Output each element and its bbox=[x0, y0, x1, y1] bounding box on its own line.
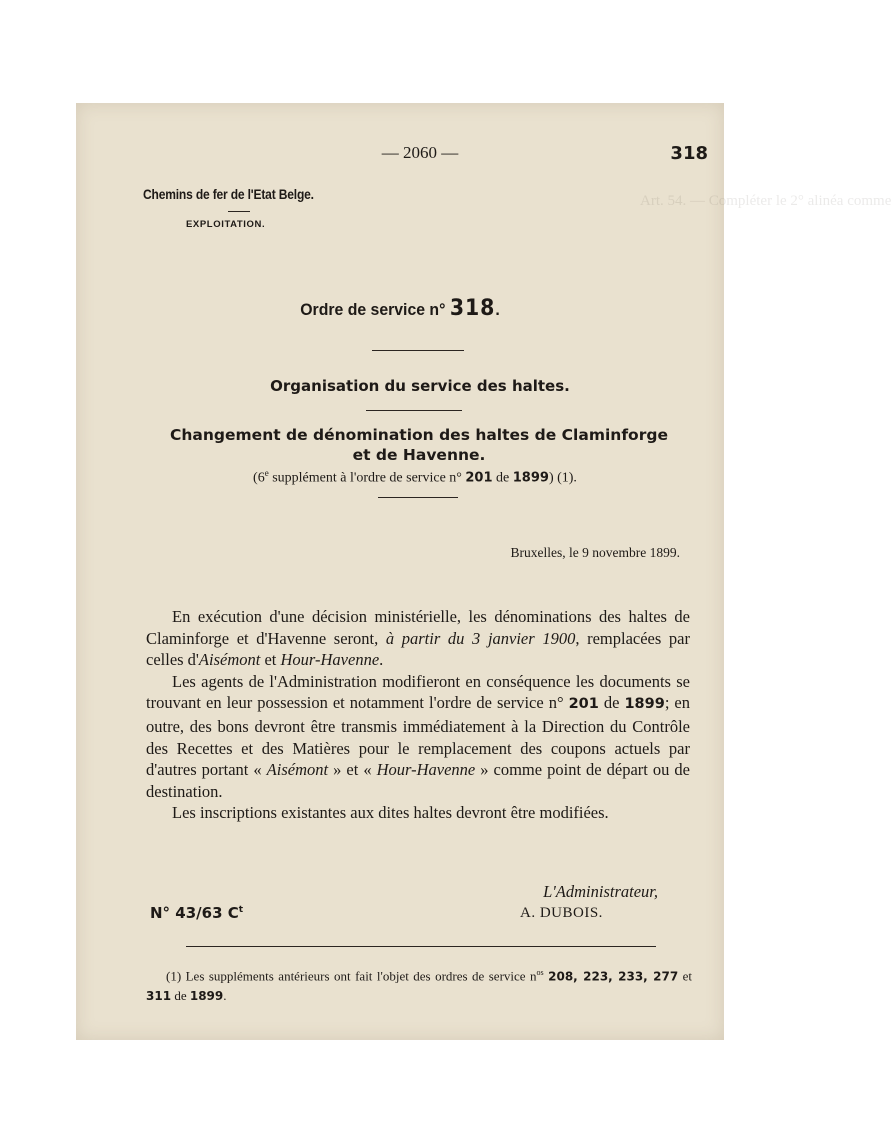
page-number: — 2060 — bbox=[381, 143, 459, 162]
change-title-line2: et de Havenne. bbox=[352, 446, 486, 464]
p1-d: . bbox=[379, 650, 384, 670]
p2-order: 201 bbox=[568, 696, 599, 713]
fn-sup: os bbox=[536, 968, 544, 977]
body-text bbox=[146, 606, 690, 824]
reference-text: N° 43/63 C bbox=[150, 904, 239, 922]
signature-title: L'Administrateur, bbox=[543, 882, 658, 901]
supplement-note bbox=[0, 468, 800, 487]
bleed-through-text: Art. 54. — Compléter le 2° alinéa comme bbox=[640, 193, 891, 209]
fn-a: (1) Les suppléments antérieurs ont fait l'objet des ordres de service n bbox=[166, 968, 537, 984]
p1-italic: à partir du 3 janvier 1900 bbox=[385, 628, 576, 648]
p2-name1: Aisémont bbox=[266, 760, 329, 780]
footnote bbox=[146, 963, 692, 1006]
divider bbox=[366, 410, 462, 411]
p2-c: » et « bbox=[328, 760, 377, 780]
p2-year: 1899 bbox=[624, 696, 665, 713]
reference-sup: t bbox=[238, 905, 244, 915]
fn-last: 311 bbox=[146, 989, 172, 1004]
railway-name: Chemins de fer de l'Etat Belge. bbox=[143, 186, 314, 202]
order-title-prefix: Ordre de service n° bbox=[300, 300, 446, 319]
fn-end: . bbox=[223, 988, 227, 1004]
p2-a: Les agents de l'Administration modifieront en conséquence les documents se trouvant en leur possession et notamment l'ordre de service n° bbox=[146, 671, 690, 713]
p1-c: et bbox=[260, 650, 281, 670]
footnote-divider bbox=[186, 946, 656, 947]
department-label: EXPLOITATION. bbox=[186, 219, 266, 230]
fn-nums: 208, 223, 233, 277 bbox=[548, 969, 679, 984]
paragraph-1 bbox=[146, 606, 690, 671]
p1-name1: Aisémont bbox=[198, 650, 261, 670]
p2-de: de bbox=[603, 693, 620, 713]
running-order-number: 318 bbox=[670, 143, 708, 164]
supp-order: 201 bbox=[465, 470, 493, 486]
divider bbox=[228, 211, 250, 212]
fn-et: et bbox=[682, 968, 693, 984]
p2-name2: Hour-Havenne bbox=[376, 760, 476, 780]
fn-de: de bbox=[174, 988, 187, 1004]
supp-mid: supplément à l'ordre de service n° bbox=[268, 470, 462, 486]
supp-post: ) (1). bbox=[548, 470, 577, 486]
p2-b: ; en outre, des bons devront être transmis immédiatement à la Direction du Contrôle des Recettes et des Matières pour le remplacement des coupons actuels par d'autres portant « bbox=[146, 693, 690, 780]
paragraph-3: Les inscriptions existantes aux dites haltes devront être modifiées. bbox=[172, 803, 609, 823]
divider bbox=[378, 497, 458, 498]
fn-year: 1899 bbox=[189, 989, 224, 1004]
change-title bbox=[0, 425, 800, 465]
p1-b: , remplacées par celles d' bbox=[146, 628, 691, 670]
supp-year: 1899 bbox=[512, 470, 549, 486]
section-title: Organisation du service des haltes. bbox=[270, 377, 570, 395]
signature-name: A. DUBOIS. bbox=[520, 905, 603, 921]
supp-sup: e bbox=[264, 468, 269, 478]
supp-pre: (6 bbox=[253, 470, 265, 486]
divider bbox=[372, 350, 464, 351]
order-title-number: 318 bbox=[449, 296, 496, 321]
footnote-text bbox=[146, 963, 692, 1006]
order-title bbox=[28, 296, 772, 321]
supp-de: de bbox=[496, 470, 510, 486]
p1-a: En exécution d'une décision ministérielle, les dénominations des haltes de Claminforge et d'Havenne seront, bbox=[146, 607, 690, 648]
p1-name2: Hour-Havenne bbox=[280, 650, 380, 670]
p2-d: » comme point de départ ou de destination. bbox=[146, 760, 690, 801]
change-title-line1: Changement de dénomination des haltes de Claminforge bbox=[170, 426, 668, 444]
reference-number bbox=[150, 904, 243, 922]
order-title-suffix: . bbox=[495, 300, 500, 319]
paragraph-2 bbox=[146, 671, 690, 803]
dateline: Bruxelles, le 9 novembre 1899. bbox=[510, 545, 680, 560]
